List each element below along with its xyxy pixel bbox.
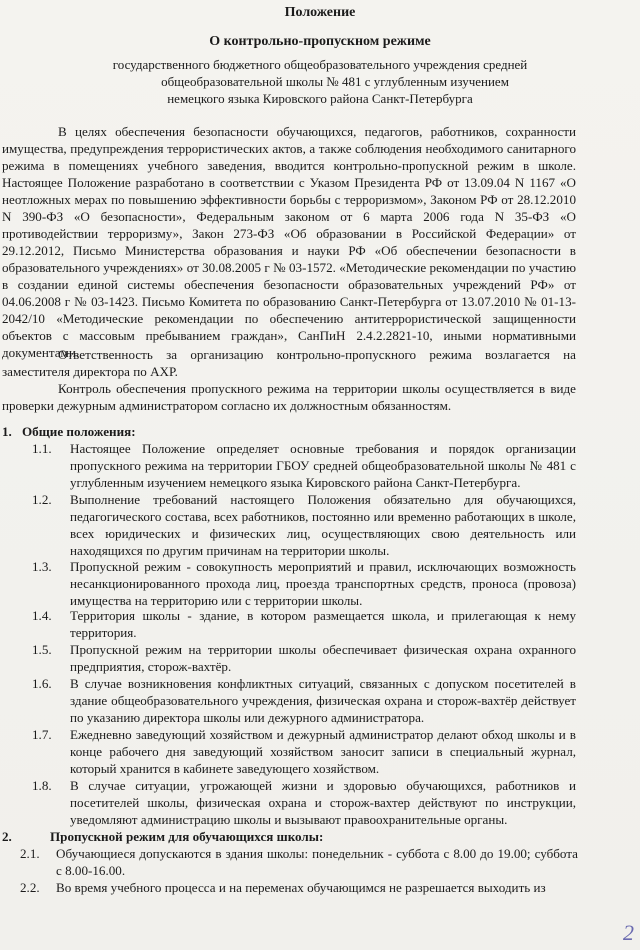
org-line-2: общеобразовательной школы № 481 с углубленным изучением xyxy=(161,74,509,89)
intro-paragraph-2: Ответственность за организацию контрольно-пропускного режима возлагается на заместителя директора по АХР. xyxy=(2,347,576,379)
page-number: 2 xyxy=(623,920,634,945)
org-line-3: немецкого языка Кировского района Санкт-Петербурга xyxy=(167,91,473,106)
item-number: 1.6. xyxy=(32,676,52,691)
item-text: Ежедневно заведующий хозяйством и дежурный администратор делают обход школы и в конце рабочего дня заведующий хозяйством заносит записи в специальный журнал, который хранится в кабинете заведующего хозяйством. xyxy=(70,727,576,776)
item-text: Настоящее Положение определяет основные требования и порядок организации пропускного режима на территории ГБОУ средней общеобразовательной школы № 481 с углубленным изучением немецкого языка Кировского района Санкт-Петербурга. xyxy=(70,441,576,490)
item-number: 1.3. xyxy=(32,559,52,574)
item-number: 1.1. xyxy=(32,441,52,456)
section-1-title: Общие положения: xyxy=(22,424,136,439)
item-text: Территория школы - здание, в котором размещается школа, и прилегающая к нему территория. xyxy=(70,608,576,640)
item-number: 2.1. xyxy=(20,846,40,861)
item-text: Пропускной режим на территории школы обеспечивает физическая охрана охранного предприятия, сторож-вахтёр. xyxy=(70,642,576,674)
item-number: 1.7. xyxy=(32,727,52,742)
item-number: 2.2. xyxy=(20,880,40,895)
org-line-1: государственного бюджетного общеобразовательного учреждения средней xyxy=(112,57,528,72)
item-number: 1.2. xyxy=(32,492,52,507)
item-number: 1.5. xyxy=(32,642,52,657)
item-text: Выполнение требований настоящего Положения обязательно для обучающихся, педагогического состава, всех работников, постоянно или временно работающих в школе, всех юридических и физических лиц, осуществляющих свою деятельность или находящихся по другим причинам на территории школы. xyxy=(70,492,576,558)
item-text: В случае возникновения конфликтных ситуаций, связанных с допуском посетителей в здание общеобразовательного учреждения, физическая охрана и сторож-вахтёр действует по указанию директора школы или дежурного администратора. xyxy=(70,676,576,725)
item-number: 1.4. xyxy=(32,608,52,623)
item-text: Обучающиеся допускаются в здания школы: понедельник - суббота с 8.00 до 19.00; суббота с 8.00-16.00. xyxy=(56,846,578,878)
section-1-number: 1. xyxy=(2,424,12,439)
document-title: Положение xyxy=(284,5,356,20)
item-text: В случае ситуации, угрожающей жизни и здоровью обучающихся, работников и посетителей школы, физическая охрана и сторож-вахтер действуют по инструкции, уведомляют администрацию школы и вызывают правоохранительные органы. xyxy=(70,778,576,827)
intro-paragraph-1: В целях обеспечения безопасности обучающихся, педагогов, работников, сохранности имущества, предупреждения террористических актов, а также соблюдения необходимого санитарного режима в помещениях учебного заведения, вводится контрольно-пропускной режим в школе. Настоящее Положение разработано в соответствии с Указом Президента РФ от 13.09.04 N 1167 «О неотложных мерах по повышению эффективности борьбы с терроризмом», Законом РФ от 28.12.2010 N 390-ФЗ «О безопасности», Федеральным законом от 6 марта 2006 года N 35-ФЗ «О противодействии терроризму», Закон 273-ФЗ «Об образовании в Российской Федерации» от 29.12.2012, Письмо Министерства образования и науки РФ «Об обеспечении безопасности в образовательного учреждениях» от 30.08.2005 г № 03-1572. «Методические рекомендации по участию в создании единой системы обеспечения безопасности образовательных учреждений РФ» от 04.06.2008 г № 03-1423. Письмо Комитета по образованию Санкт-Петербурга от 13.07.2010 № 01-13-2042/10 «Методические рекомендации по обеспечению антитеррористической защищенности объектов с массовым пребыванием граждан», СанПиН 2.4.2.2821-10, иными нормативными документами. xyxy=(2,124,576,360)
intro-paragraph-3: Контроль обеспечения пропускного режима на территории школы осуществляется в виде проверки дежурным администратором согласно их должностным обязанностям. xyxy=(2,381,576,413)
section-2-number: 2. xyxy=(2,829,12,844)
section-2-title: Пропускной режим для обучающихся школы: xyxy=(50,829,324,844)
document-subtitle: О контрольно-пропускном режиме xyxy=(209,34,431,49)
item-text: Во время учебного процесса и на переменах обучающимся не разрешается выходить из xyxy=(56,880,546,895)
item-text: Пропускной режим - совокупность мероприятий и правил, исключающих возможность несанкционированного прохода лиц, проезда транспортных средств, проноса (провоза) имущества на территорию или с территории школы. xyxy=(70,559,576,608)
item-number: 1.8. xyxy=(32,778,52,793)
